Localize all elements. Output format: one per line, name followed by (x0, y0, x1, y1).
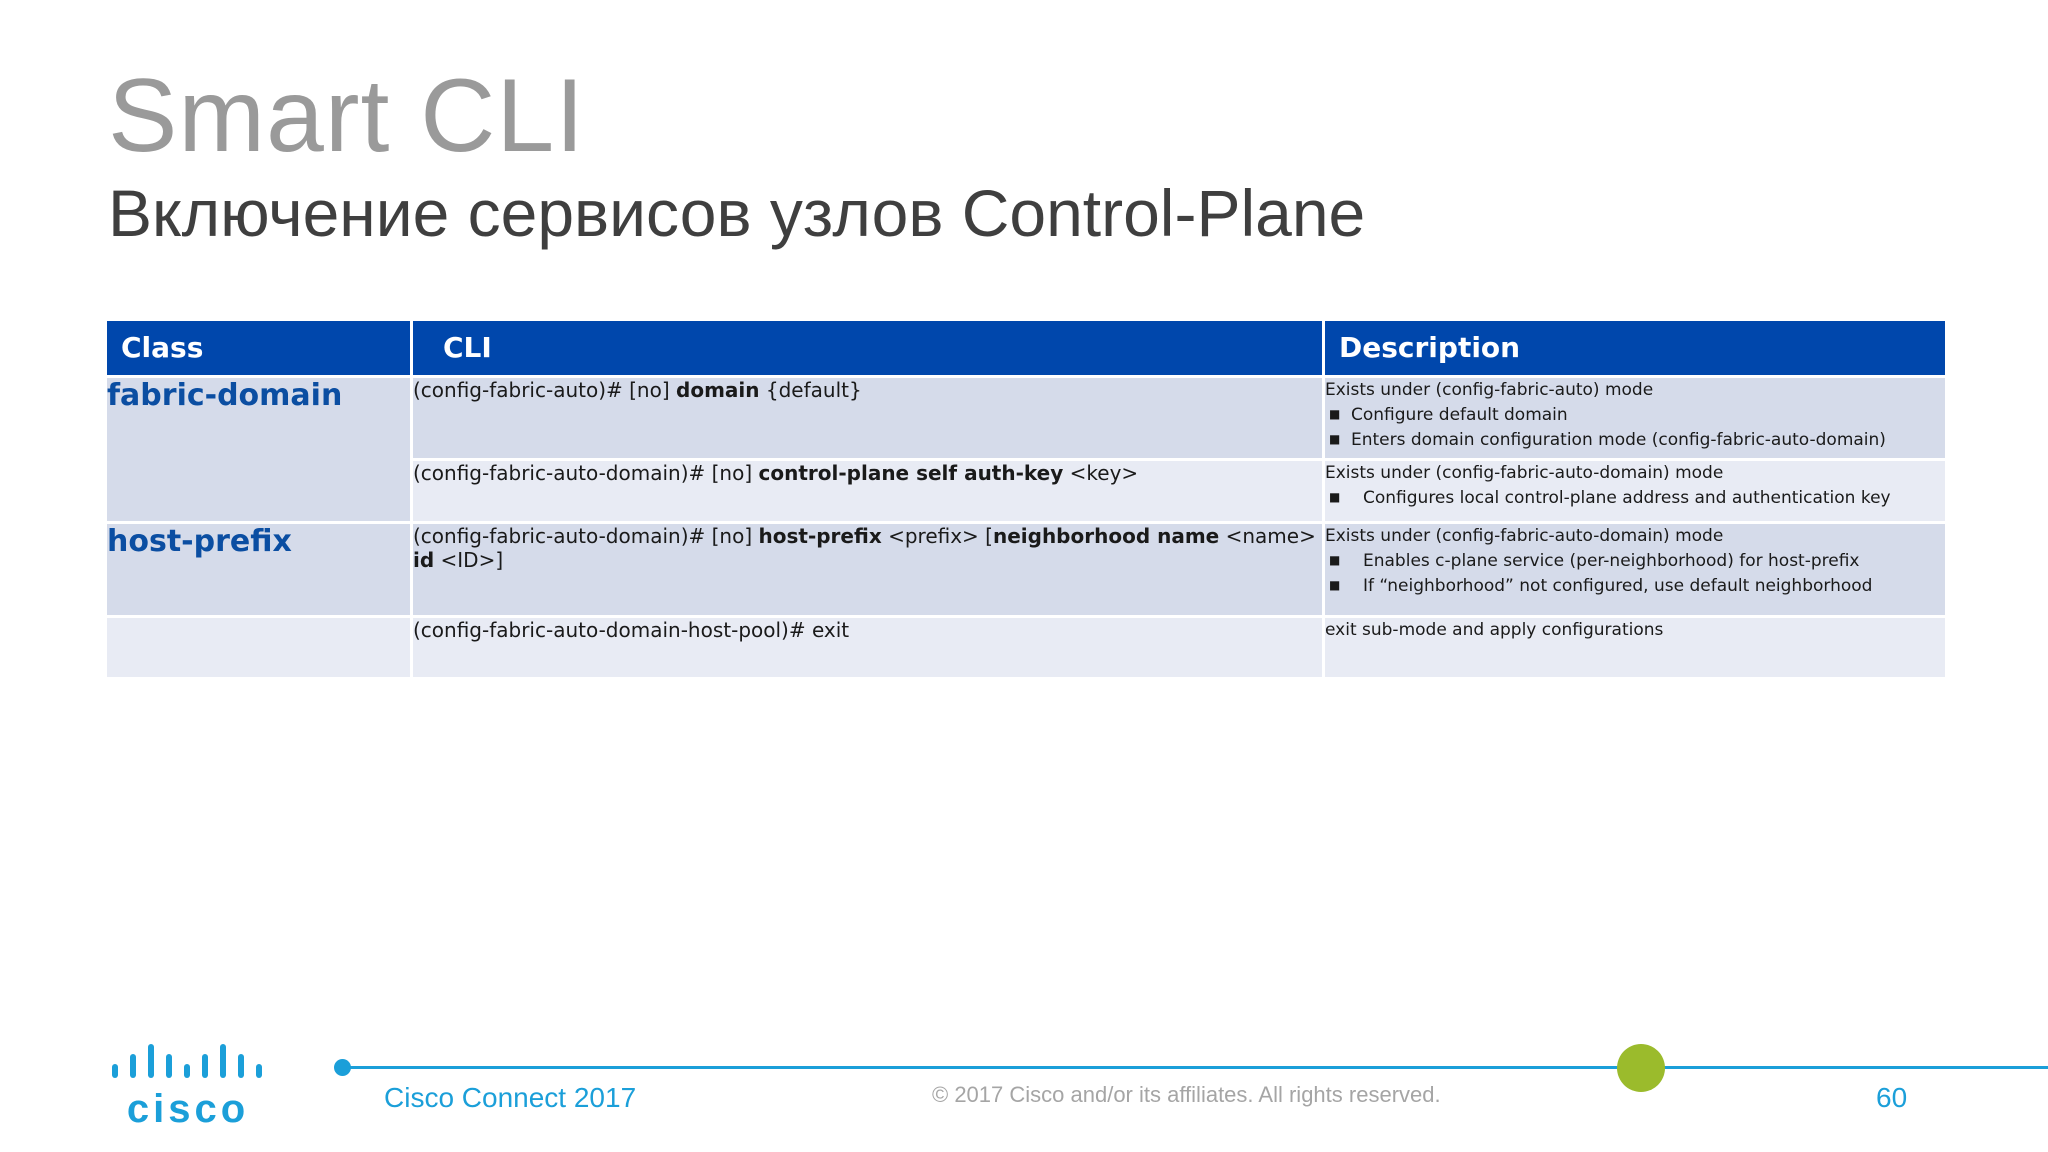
class-cell: host-prefix (106, 523, 412, 617)
bullet-text: Configures local control-plane address and authentication key (1363, 488, 1891, 508)
bullet-icon: ■ (1329, 432, 1341, 446)
bullet-text: Configure default domain (1351, 405, 1568, 425)
cisco-logo (110, 1040, 270, 1125)
bullet-icon: ■ (1329, 553, 1341, 567)
cli-cell (412, 523, 1324, 617)
cli-text: <key> (1063, 461, 1139, 485)
description-intro: Exists under (config-fabric-auto-domain) mode (1325, 526, 1724, 546)
table-row (106, 377, 1947, 460)
bullet-icon: ■ (1329, 407, 1341, 421)
table-row (106, 523, 1947, 617)
header-description: Description (1324, 320, 1947, 377)
header-class: Class (106, 320, 412, 377)
progress-marker (1617, 1044, 1665, 1092)
cli-keyword: control-plane self auth-key (758, 461, 1064, 485)
cli-text: <name> (1219, 524, 1316, 548)
timeline-start-dot (334, 1059, 351, 1076)
class-cell: fabric-domain (106, 377, 412, 523)
slide-title: Smart CLI (108, 58, 586, 174)
timeline-line (338, 1066, 2048, 1069)
bullet-text: Enables c-plane service (per-neighborhood) for host-prefix (1363, 551, 1860, 571)
description-bullet (1325, 427, 1945, 452)
bullet-icon: ■ (1329, 490, 1341, 504)
description-cell (1324, 377, 1947, 460)
bullet-icon: ■ (1329, 578, 1341, 592)
bullet-text: Enters domain configuration mode (config-fabric-auto-domain) (1351, 430, 1886, 450)
description-bullet (1325, 402, 1945, 427)
cisco-logo-text: cisco (126, 1087, 250, 1125)
cli-text: (config-fabric-auto-domain)# [no] (413, 461, 759, 485)
cli-text: (config-fabric-auto-domain)# [no] (413, 524, 759, 548)
description-intro: Exists under (config-fabric-auto) mode (1325, 380, 1654, 400)
table-row (106, 617, 1947, 679)
cli-table (104, 318, 1948, 680)
bullet-text: If “neighborhood” not configured, use default neighborhood (1363, 576, 1873, 596)
cli-text: {default} (759, 378, 862, 402)
description-bullet (1325, 485, 1945, 510)
cli-keyword: domain (676, 378, 760, 402)
header-cli: CLI (412, 320, 1324, 377)
description-cell (1324, 460, 1947, 523)
slide-subtitle: Включение сервисов узлов Control-Plane (108, 176, 1366, 250)
cli-cell (412, 377, 1324, 460)
description-bullet (1325, 548, 1945, 573)
cli-text: (config-fabric-auto-domain-host-pool)# exit (413, 618, 850, 642)
description-cell (1324, 523, 1947, 617)
cli-keyword: id (413, 548, 435, 572)
page-number: 60 (1876, 1082, 1908, 1113)
cli-text: <prefix> [ (881, 524, 993, 548)
description-intro: exit sub-mode and apply configurations (1325, 620, 1664, 640)
cli-keyword: host-prefix (758, 524, 882, 548)
cli-text: (config-fabric-auto)# [no] (413, 378, 677, 402)
cli-cell (412, 460, 1324, 523)
cli-cell (412, 617, 1324, 679)
copyright-text: © 2017 Cisco and/or its affiliates. All rights reserved. (932, 1082, 1441, 1107)
description-cell (1324, 617, 1947, 679)
class-cell (106, 617, 412, 679)
cli-keyword: neighborhood name (992, 524, 1220, 548)
event-name: Cisco Connect 2017 (384, 1082, 637, 1113)
table-header-row (106, 320, 1947, 377)
cli-text: <ID>] (434, 548, 504, 572)
description-intro: Exists under (config-fabric-auto-domain) mode (1325, 463, 1724, 483)
description-bullet (1325, 573, 1945, 598)
